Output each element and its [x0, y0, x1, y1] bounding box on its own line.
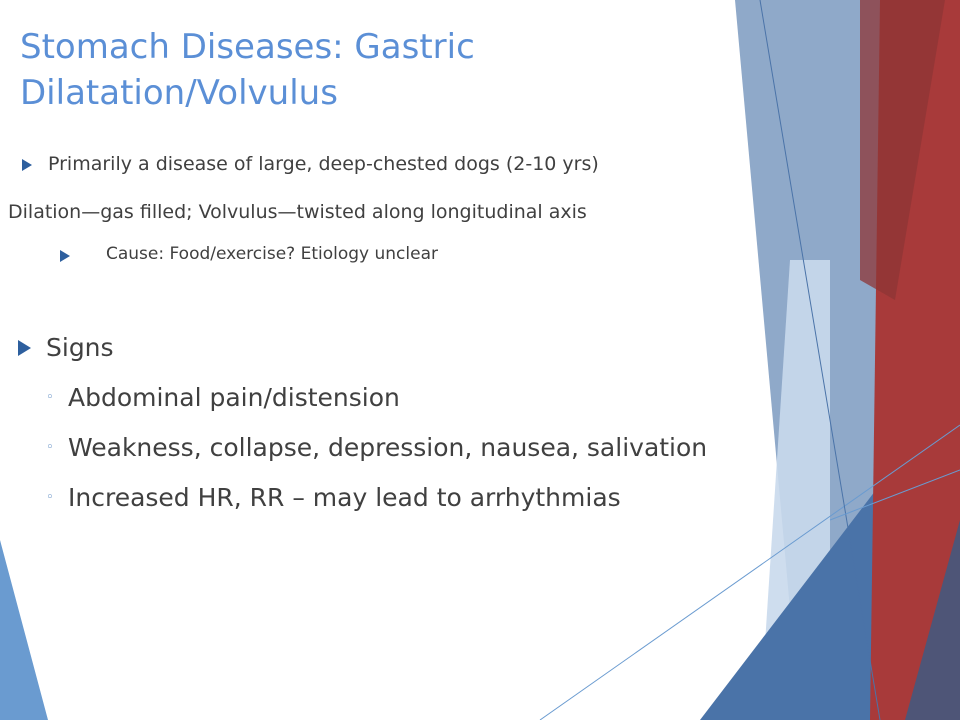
arrow-right-icon	[18, 340, 31, 356]
circle-bullet-icon: ◦	[46, 440, 54, 455]
signs-item: Abdominal pain/distension	[68, 383, 400, 412]
slide-title: Stomach Diseases: Gastric Dilatation/Volvulus	[20, 27, 475, 113]
bullet-primarily: Primarily a disease of large, deep-chested dogs (2-10 yrs)	[48, 153, 599, 175]
signs-heading: Signs	[46, 333, 114, 362]
left-blue-wedge	[0, 540, 48, 720]
circle-bullet-icon: ◦	[46, 490, 54, 505]
plain-line-dilation: Dilation—gas filled; Volvulus—twisted along longitudinal axis	[8, 201, 587, 223]
bullet-cause: Cause: Food/exercise? Etiology unclear	[106, 244, 438, 264]
signs-item: Increased HR, RR – may lead to arrhythmias	[68, 483, 621, 512]
circle-bullet-icon: ◦	[46, 390, 54, 405]
arrow-right-icon	[60, 250, 70, 262]
signs-item: Weakness, collapse, depression, nausea, salivation	[68, 433, 708, 462]
arrow-right-icon	[22, 159, 32, 171]
